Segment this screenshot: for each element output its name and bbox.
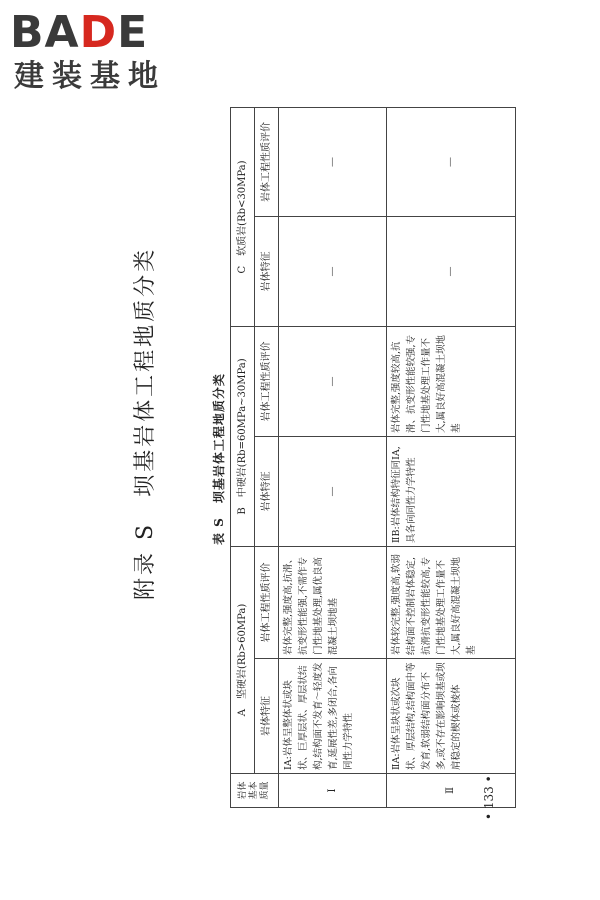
page-number: • 133 • [482,775,496,820]
sub-header-feature: 岩体特征 [255,437,279,547]
brand-logo [10,8,180,98]
evaluation-cell: — [279,326,387,436]
evaluation-cell: 岩体较完整,强度高,软弱结构面不控制岩体稳定,抗滑抗变形性能较高,专门性地基处理工作量不大,属良好高混凝土坝地基 [387,547,516,659]
table-caption-number: 表 S [212,517,226,545]
corner-header: 岩体 基本 质量 [231,774,279,808]
logo-wordmark: BADE [10,7,149,58]
sub-header-evaluation: 岩体工程性质评价 [255,326,279,436]
table-row [279,107,387,807]
table-caption-title: 坝基岩体工程地质分类 [212,373,226,504]
feature-cell: ⅡB:岩体结构特征同ⅠA,具各向同性力学特性 [387,437,516,547]
grade-cell: Ⅰ [279,774,387,808]
feature-cell: — [279,437,387,547]
group-header-c: C 软质岩(Rb<30MPa) [231,107,255,326]
evaluation-cell: 岩体完整,强度高,抗滑、抗变形性能强,不需作专门性地基处理,属优良高混凝土坝地基 [279,547,387,659]
feature-cell: ⅠA:岩体呈整体状或块状、巨厚层状、厚层状结构,结构面不发育～轻度发育,延展性差,多闭合,各向同性力学特性 [279,659,387,774]
sub-header-evaluation: 岩体工程性质评价 [255,107,279,216]
logo-tagline: 建装基地 [14,59,166,94]
group-header-a: A 坚硬岩(Rb>60MPa) [231,547,255,774]
table-row [387,107,516,807]
sub-header-feature: 岩体特征 [255,216,279,326]
grade-cell: Ⅱ [387,774,516,808]
evaluation-cell: — [279,107,387,216]
appendix-title: 附录 S 坝基岩体工程地质分类 [133,246,158,600]
group-header-b: B 中硬岩(Rb=60MPa~30MPa) [231,326,255,546]
feature-cell: — [279,216,387,326]
classification-table [230,108,515,808]
evaluation-cell: 岩体完整,强度较高,抗滑、抗变形性能较强,专门性地基处理工作量不大,属良好高混凝土坝地基 [387,326,516,436]
feature-cell: ⅡA:岩体呈块状或次块状、厚层结构,结构面中等发育,软弱结构面分布不多,或不存在影响坝基或坝肩稳定的楔体或棱体 [387,659,516,774]
evaluation-cell: — [387,107,516,216]
sub-header-evaluation: 岩体工程性质评价 [255,547,279,659]
sub-header-feature: 岩体特征 [255,659,279,774]
table-caption [210,373,227,545]
feature-cell: — [387,216,516,326]
